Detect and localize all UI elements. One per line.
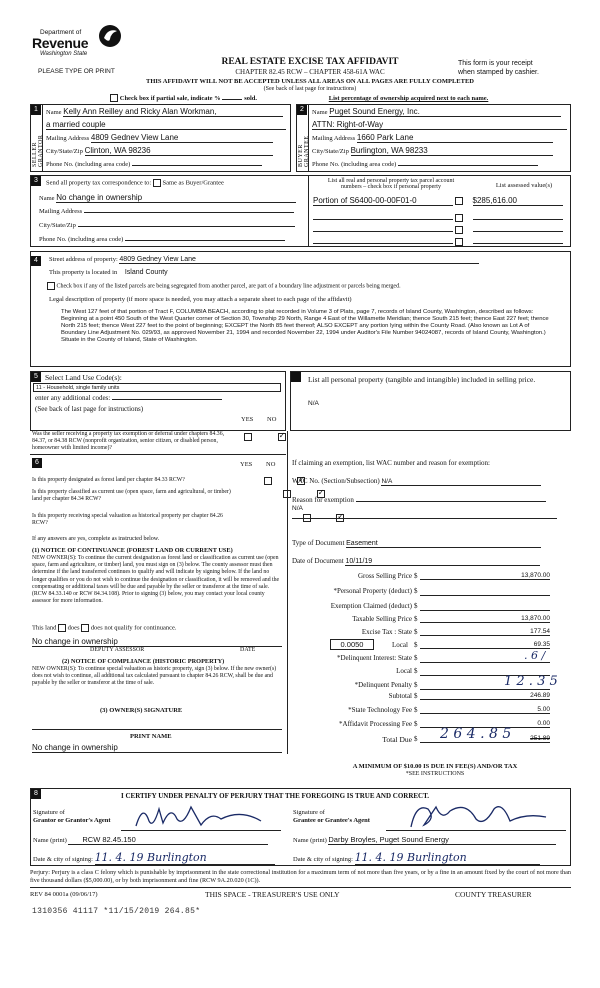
parcel-row-4 [313, 235, 568, 246]
taxable-field[interactable]: 13,870.00 [420, 615, 550, 623]
partial-pct-field[interactable] [222, 99, 242, 100]
personal-property-section [290, 371, 571, 431]
grantee-name-field[interactable]: Darby Broyles, Puget Sound Energy [328, 835, 556, 845]
no-header-6: NO [266, 461, 276, 468]
buyer-name2-field[interactable]: ATTN: Right-of-Way [312, 120, 567, 130]
please-type: PLEASE TYPE OR PRINT [38, 68, 115, 75]
parcel-field-4[interactable] [313, 235, 453, 244]
wac-row: WAC No. (Section/Subsection) N/A [292, 477, 572, 486]
delinq-local-label: Local [396, 667, 412, 675]
delinq-penalty-handwritten: 1 2 . 3 5 [504, 674, 558, 689]
seller-city-row: City/State/Zip Clinton, WA 98236 [46, 146, 286, 156]
wac-field[interactable]: N/A [381, 478, 541, 486]
buyer-phone-field[interactable] [398, 165, 538, 166]
form-title: REAL ESTATE EXCISE TAX AFFIDAVIT [221, 57, 399, 67]
yes-header-6: YES [240, 461, 253, 468]
seller-mail-row: Mailing Address 4809 Gednev View Lane [46, 133, 286, 143]
doc-type-row: Type of Document Easement [292, 539, 572, 548]
doc-type-field[interactable]: Easement [346, 540, 541, 548]
grantor-name-field[interactable]: RCW 82.45.150 [68, 835, 268, 845]
corr-mail-field[interactable] [84, 212, 294, 213]
deputy-date-label: DATE [240, 647, 256, 653]
exemption-deduct-label: Exemption Claimed (deduct) [330, 602, 412, 610]
correspondence-section [30, 175, 571, 247]
subtotal-label: Subtotal [388, 692, 412, 700]
notice-compliance-title: (2) NOTICE OF COMPLIANCE (HISTORIC PROPERTY) [62, 658, 225, 665]
reason-field-line-2[interactable] [292, 513, 557, 519]
buyer-mail-field[interactable]: 1660 Park Lane [357, 133, 553, 143]
certify-statement: I CERTIFY UNDER PENALTY OF PERJURY THAT THE FOREGOING IS TRUE AND CORRECT. [121, 792, 430, 800]
legal-label: Legal description of property (if more space is needed, you may attach a separate sheet to each page of the affidavit) [49, 296, 352, 303]
subtotal-field[interactable]: 246.89 [420, 692, 550, 700]
parcel-personal-checkbox-3[interactable] [455, 226, 463, 234]
section-6-marker: 6 [32, 458, 42, 468]
list-pct-label: List percentage of ownership acquired next to each name. [328, 95, 489, 102]
affidavit-fee-field[interactable]: 0.00 [420, 720, 550, 728]
land-use-select[interactable]: 11 - Household, single family units [33, 383, 281, 392]
grantor-name-row: Name (print) RCW 82.45.150 [33, 835, 298, 845]
section-1-marker: 1 [31, 105, 41, 115]
corr-city-row: City/State/Zip [39, 221, 304, 229]
form-chapter: CHAPTER 82.45 RCW – CHAPTER 458-61A WAC [235, 68, 385, 76]
corr-phone-field[interactable] [125, 240, 285, 241]
parcel-field-2[interactable] [313, 211, 453, 220]
owner-signature-title: (3) OWNER(S) SIGNATURE [100, 707, 183, 714]
no-header-5: NO [267, 416, 277, 423]
exemption-no-checkbox[interactable] [278, 433, 286, 441]
print-name-title: PRINT NAME [130, 733, 172, 740]
seller-section [30, 104, 291, 172]
deputy-assessor-field[interactable]: No change in ownership [32, 637, 282, 647]
taxable-label: Taxable Selling Price [352, 615, 412, 623]
seller-city-field[interactable]: Clinton, WA 98236 [85, 146, 273, 156]
reason-field[interactable]: N/A [292, 505, 303, 512]
grantee-signature-scribble [406, 799, 556, 831]
logo-revenue: Revenue [32, 35, 89, 51]
parcel-field-3[interactable] [313, 223, 453, 232]
partial-sale-row [110, 94, 530, 104]
forest-question: Is this property designated as forest land per chapter 84.33 RCW? [32, 477, 185, 483]
historic-question: Is this property receiving special valuation as historical property per chapter 84.26 RCW? [32, 513, 223, 526]
gross-field[interactable]: 13,870.00 [420, 572, 550, 580]
section-7-marker [291, 372, 301, 382]
delinq-penalty-label: *Delinquent Penalty [354, 681, 412, 689]
excise-local-field[interactable]: 69.35 [420, 641, 550, 649]
treasurer-space: THIS SPACE - TREASURER'S USE ONLY [205, 890, 340, 899]
see-instructions-note: *SEE INSTRUCTIONS [405, 771, 465, 777]
parcel-personal-checkbox-1[interactable] [455, 197, 463, 205]
qualify-does-not-checkbox[interactable] [81, 624, 89, 632]
partial-sale-checkbox[interactable] [110, 94, 118, 102]
segregated-checkbox[interactable] [47, 282, 55, 290]
doc-date-field[interactable]: 10/11/19 [345, 558, 540, 566]
print-name-field[interactable]: No change in ownership [32, 743, 282, 753]
section-5-marker: 5 [31, 372, 41, 382]
notice-compliance-text: NEW OWNER(S): To continue special valuation as historic property, sign (3) below. If the new owner(s) does not wish to continue, all additional tax calculated pursuant to chapter 84.26 RCW, shall be due and payable by the seller or transferor at the time of sale. [32, 666, 277, 687]
corr-name-row: Name No change in ownership [39, 193, 304, 203]
logo-state: Washington State [40, 51, 88, 57]
sold-label: sold. [244, 95, 258, 102]
buyer-name-field[interactable]: Puget Sound Energy, Inc. [329, 107, 561, 117]
seller-phone-row: Phone No. (including area code) [46, 160, 286, 168]
receipt-stamp: 1310356 41117 *11/15/2019 264.85* [32, 907, 201, 916]
receipt-note-1: This form is your receipt [458, 60, 533, 67]
reason-row: Reason for exemption [292, 494, 572, 504]
seller-name2-field[interactable]: a married couple [46, 120, 286, 130]
total-due-field[interactable]: 251.89 [420, 735, 550, 743]
parcel-header: List all real and personal property tax parcel account numbers – check box if personal property [327, 178, 455, 190]
grantee-name-row: Name (print) Darby Broyles, Puget Sound Energy [293, 835, 568, 845]
personal-property-label: List all personal property (tangible and intangible) included in selling price. [308, 375, 536, 384]
tax-table: Gross Selling Price $ 13,870.00 *Personal Property (deduct) $ Exemption Claimed (deduct) $ Taxable Selling Price $ 13,870.00 Excise Tax : State $ 177.54 0.0050 Local $ 69.35 *Delinquent Interest: State $ . 6 / Local $ *Delinquent Penalty $ 1 2 . 3 5 [330, 572, 558, 689]
grantor-date-row: Date & city of signing: 11. 4. 19 Burlington [33, 851, 298, 865]
buyer-side-label: BUYER GRANTEE [298, 135, 310, 167]
excise-state-label: Excise Tax : State [361, 628, 412, 636]
delinq-interest-label: *Delinquent Interest: State [336, 654, 412, 662]
affidavit-fee-label: *Affidavit Processing Fee [339, 720, 412, 728]
personal-property-value[interactable]: N/A [308, 400, 319, 407]
grantee-date-field[interactable]: 11. 4. 19 Burlington [355, 851, 540, 865]
seller-name-field[interactable]: Kelly Ann Reilley and Ricky Alan Workman, [63, 107, 283, 117]
legal-description: The West 127 feet of that portion of Tract F, COLUMBIA BEACH, according to plat recorded in Volume 3 of Plats, page 7, records of Island County, Washington, described as follows: Beginning at a point 450 South of the West Quarter corner of Section 30, Township 29 North, Range 4 East of the Willamette Meridian; thence South 215 feet; thence East 227 feet; thence North 215 feet; thence West 227 feet to the point of beginning; EXCEPT the North 85 feet thereof; ALSO EXCEPT any portion lying within the County Road. (Also known as Lot A of Boundary Line Adjustment No. 029/93, as approved November 21, 1994 and recorded November 22, 1994 under Auditor's File Number 94024087, records of Island County, Washington.) Situate in the County of Island, State of Washington. [61, 309, 549, 344]
seller-mail-field[interactable]: 4809 Gednev View Lane [91, 133, 273, 143]
exemption-question: Was the seller receiving a property tax exemption or deferral under chapters 84.36, 84.37, or 84.38 RCW (nonprofit organization, senior citizen, or disabled person, homeowner with limited income)? [32, 431, 225, 451]
county-row: This property is located in Island County [49, 269, 168, 276]
tax-table-2: Subtotal $ 246.89 *State Technology Fee $ 5.00 *Affidavit Processing Fee $ 0.00 Total Due $ 251.89 2 6 4 . 8 5 [339, 692, 550, 744]
send-to-row: Send all property tax correspondence to: Same as Buyer/Grantee [46, 179, 224, 187]
forest-yes-checkbox[interactable] [264, 477, 272, 485]
if-yes-note: If any answers are yes, complete as instructed below. [32, 536, 160, 542]
assessed-field-1[interactable]: $285,616.00 [473, 196, 563, 206]
assessed-field-3[interactable] [473, 223, 563, 232]
assessed-header: List assessed value(s) [495, 182, 553, 189]
section-3-marker: 3 [31, 176, 41, 186]
buyer-city-field[interactable]: Burlington, WA 98233 [351, 146, 553, 156]
logo-dept: Department of [40, 29, 82, 36]
qualify-row: This land does does not qualify for continuance. [32, 624, 177, 632]
doc-date-row: Date of Document 10/11/19 [292, 557, 572, 566]
deputy-assessor-label: DEPUTY ASSESSOR [90, 647, 145, 653]
tech-fee-field[interactable]: 5.00 [420, 706, 550, 714]
tech-fee-label: *State Technology Fee [348, 706, 412, 714]
grantee-sig-label: Signature of Grantee or Grantee's Agent [293, 809, 370, 824]
total-due-label: Total Due [382, 735, 412, 744]
land-use-section [30, 371, 286, 431]
owner-signature-field[interactable] [32, 720, 282, 730]
gross-label: Gross Selling Price [357, 572, 412, 580]
dor-logo [28, 24, 123, 64]
notice-continuance-text: NEW OWNER(S): To continue the current designation as forest land or classification as current use (open space, farm and agriculture, or timber) land, you must sign on (3) below. The county assessor must then determine if the land transferred continues to qualify and will indicate by signing below. If the land no longer qualifies or you do not wish to continue the designation or classification, it will be removed and the compensating or additional taxes will be due and payable by the seller or transferor at the time of sale. (RCW 84.33.140 or RCW 84.34.108). Prior to signing (3) below, you may contact your local county assessor for more information. [32, 555, 280, 605]
corr-phone-row: Phone No. (including area code) [39, 235, 304, 243]
minimum-fee-note: A MINIMUM OF $10.00 IS DUE IN FEE(S) AND/OR TAX [352, 763, 518, 770]
parcel-row-2 [313, 211, 568, 222]
perjury-note: Perjury: Perjury is a class C felony which is punishable by imprisonment in the state correctional institution for a maximum term of not more than five years, or by a fine in an amount fixed by the court of not more than five thousand dollars ($5,000.00), or by both imprisonment and fine (RCW 9A.20.020 (1C)). [30, 869, 571, 884]
parcel-personal-checkbox-2[interactable] [455, 214, 463, 222]
form-warning: THIS AFFIDAVIT WILL NOT BE ACCEPTED UNLESS ALL AREAS ON ALL PAGES ARE FULLY COMPLETED [146, 78, 474, 85]
section-8-marker: 8 [31, 789, 41, 799]
property-section [30, 251, 571, 367]
corr-name-field[interactable]: No change in ownership [56, 193, 296, 203]
same-as-buyer-checkbox[interactable] [153, 179, 161, 187]
section-2-marker: 2 [297, 105, 307, 115]
parcel-personal-checkbox-4[interactable] [455, 238, 463, 246]
wa-emblem-icon [98, 24, 122, 48]
excise-state-field[interactable]: 177.54 [420, 628, 550, 636]
assessed-field-2[interactable] [473, 211, 563, 220]
grantor-date-field[interactable]: 11. 4. 19 Burlington [95, 851, 275, 865]
corr-city-field[interactable] [78, 226, 295, 227]
delinq-interest-handwritten: . 6 / [524, 649, 546, 662]
yes-header-5: YES [241, 416, 254, 423]
exemption-yes-checkbox[interactable] [244, 433, 252, 441]
excise-local-label: Local [392, 641, 408, 649]
claim-exemption-label: If claiming an exemption, list WAC number and reason for exemption: [292, 459, 490, 467]
rev-number: REV 84 0001a (09/06/17) [30, 891, 98, 898]
seller-phone-field[interactable] [132, 165, 262, 166]
parcel-row-1 [313, 196, 568, 206]
segregated-row: Check box if any of the listed parcels are being segregated from another parcel, are part of a boundary line adjustment or parcels being merged. [47, 282, 567, 290]
seller-side-label: SELLER GRANTOR [32, 134, 44, 167]
assessed-field-4[interactable] [473, 235, 563, 244]
street-field[interactable]: 4809 Gedney View Lane [119, 256, 479, 264]
street-row: Street address of property: 4809 Gedney View Lane [49, 256, 564, 264]
seller-name-row: Name Kelly Ann Reilley and Ricky Alan Workman, [46, 107, 286, 117]
additional-codes-row: enter any additional codes: [35, 394, 285, 402]
parcel-row-3 [313, 223, 568, 234]
grantee-date-row: Date & city of signing: 11. 4. 19 Burlington [293, 851, 568, 865]
personal-deduct-label: *Personal Property (deduct) [333, 587, 412, 595]
exemption-deduct-field[interactable] [420, 602, 550, 611]
total-due-handwritten: 2 6 4 . 8 5 [440, 726, 512, 742]
buyer-section [296, 104, 571, 172]
see-back-header: (See back of last page for instructions) [263, 86, 357, 92]
land-use-see-back: (See back of last page for instructions) [35, 405, 144, 413]
notice-continuance-title: (1) NOTICE OF CONTINUANCE (FOREST LAND OR CURRENT USE) [32, 547, 233, 554]
parcel-field-1[interactable]: Portion of S6400-00-00F01-0 [313, 196, 453, 206]
buyer-mail-row: Mailing Address 1660 Park Lane [312, 133, 567, 143]
corr-mail-row: Mailing Address [39, 207, 304, 215]
current-use-question: Is this property classified as current use (open space, farm and agricultural, or timber) land per chapter 84.34 RCW? [32, 489, 231, 502]
section-4-marker: 4 [31, 256, 41, 266]
county-field[interactable]: Island County [124, 269, 168, 276]
partial-sale-label: Check box if partial sale, indicate % [119, 95, 221, 102]
reason-field-line[interactable] [356, 494, 546, 502]
receipt-note-2: when stamped by cashier. [458, 69, 539, 76]
local-rate-field[interactable]: 0.0050 [330, 639, 374, 650]
county-treasurer: COUNTY TREASURER [455, 890, 532, 899]
buyer-phone-row: Phone No. (including area code) [312, 160, 567, 168]
buyer-city-row: City/State/Zip Burlington, WA 98233 [312, 146, 567, 156]
land-use-label: Select Land Use Code(s): [45, 373, 122, 382]
grantor-signature-scribble [131, 801, 281, 831]
certification-section [30, 788, 571, 866]
additional-codes-field[interactable] [112, 399, 222, 400]
buyer-name-row: Name Puget Sound Energy, Inc. [312, 107, 567, 117]
qualify-does-checkbox[interactable] [58, 624, 66, 632]
grantor-sig-label: Signature of Grantor or Grantor's Agent [33, 809, 111, 824]
personal-deduct-field[interactable] [420, 587, 550, 596]
